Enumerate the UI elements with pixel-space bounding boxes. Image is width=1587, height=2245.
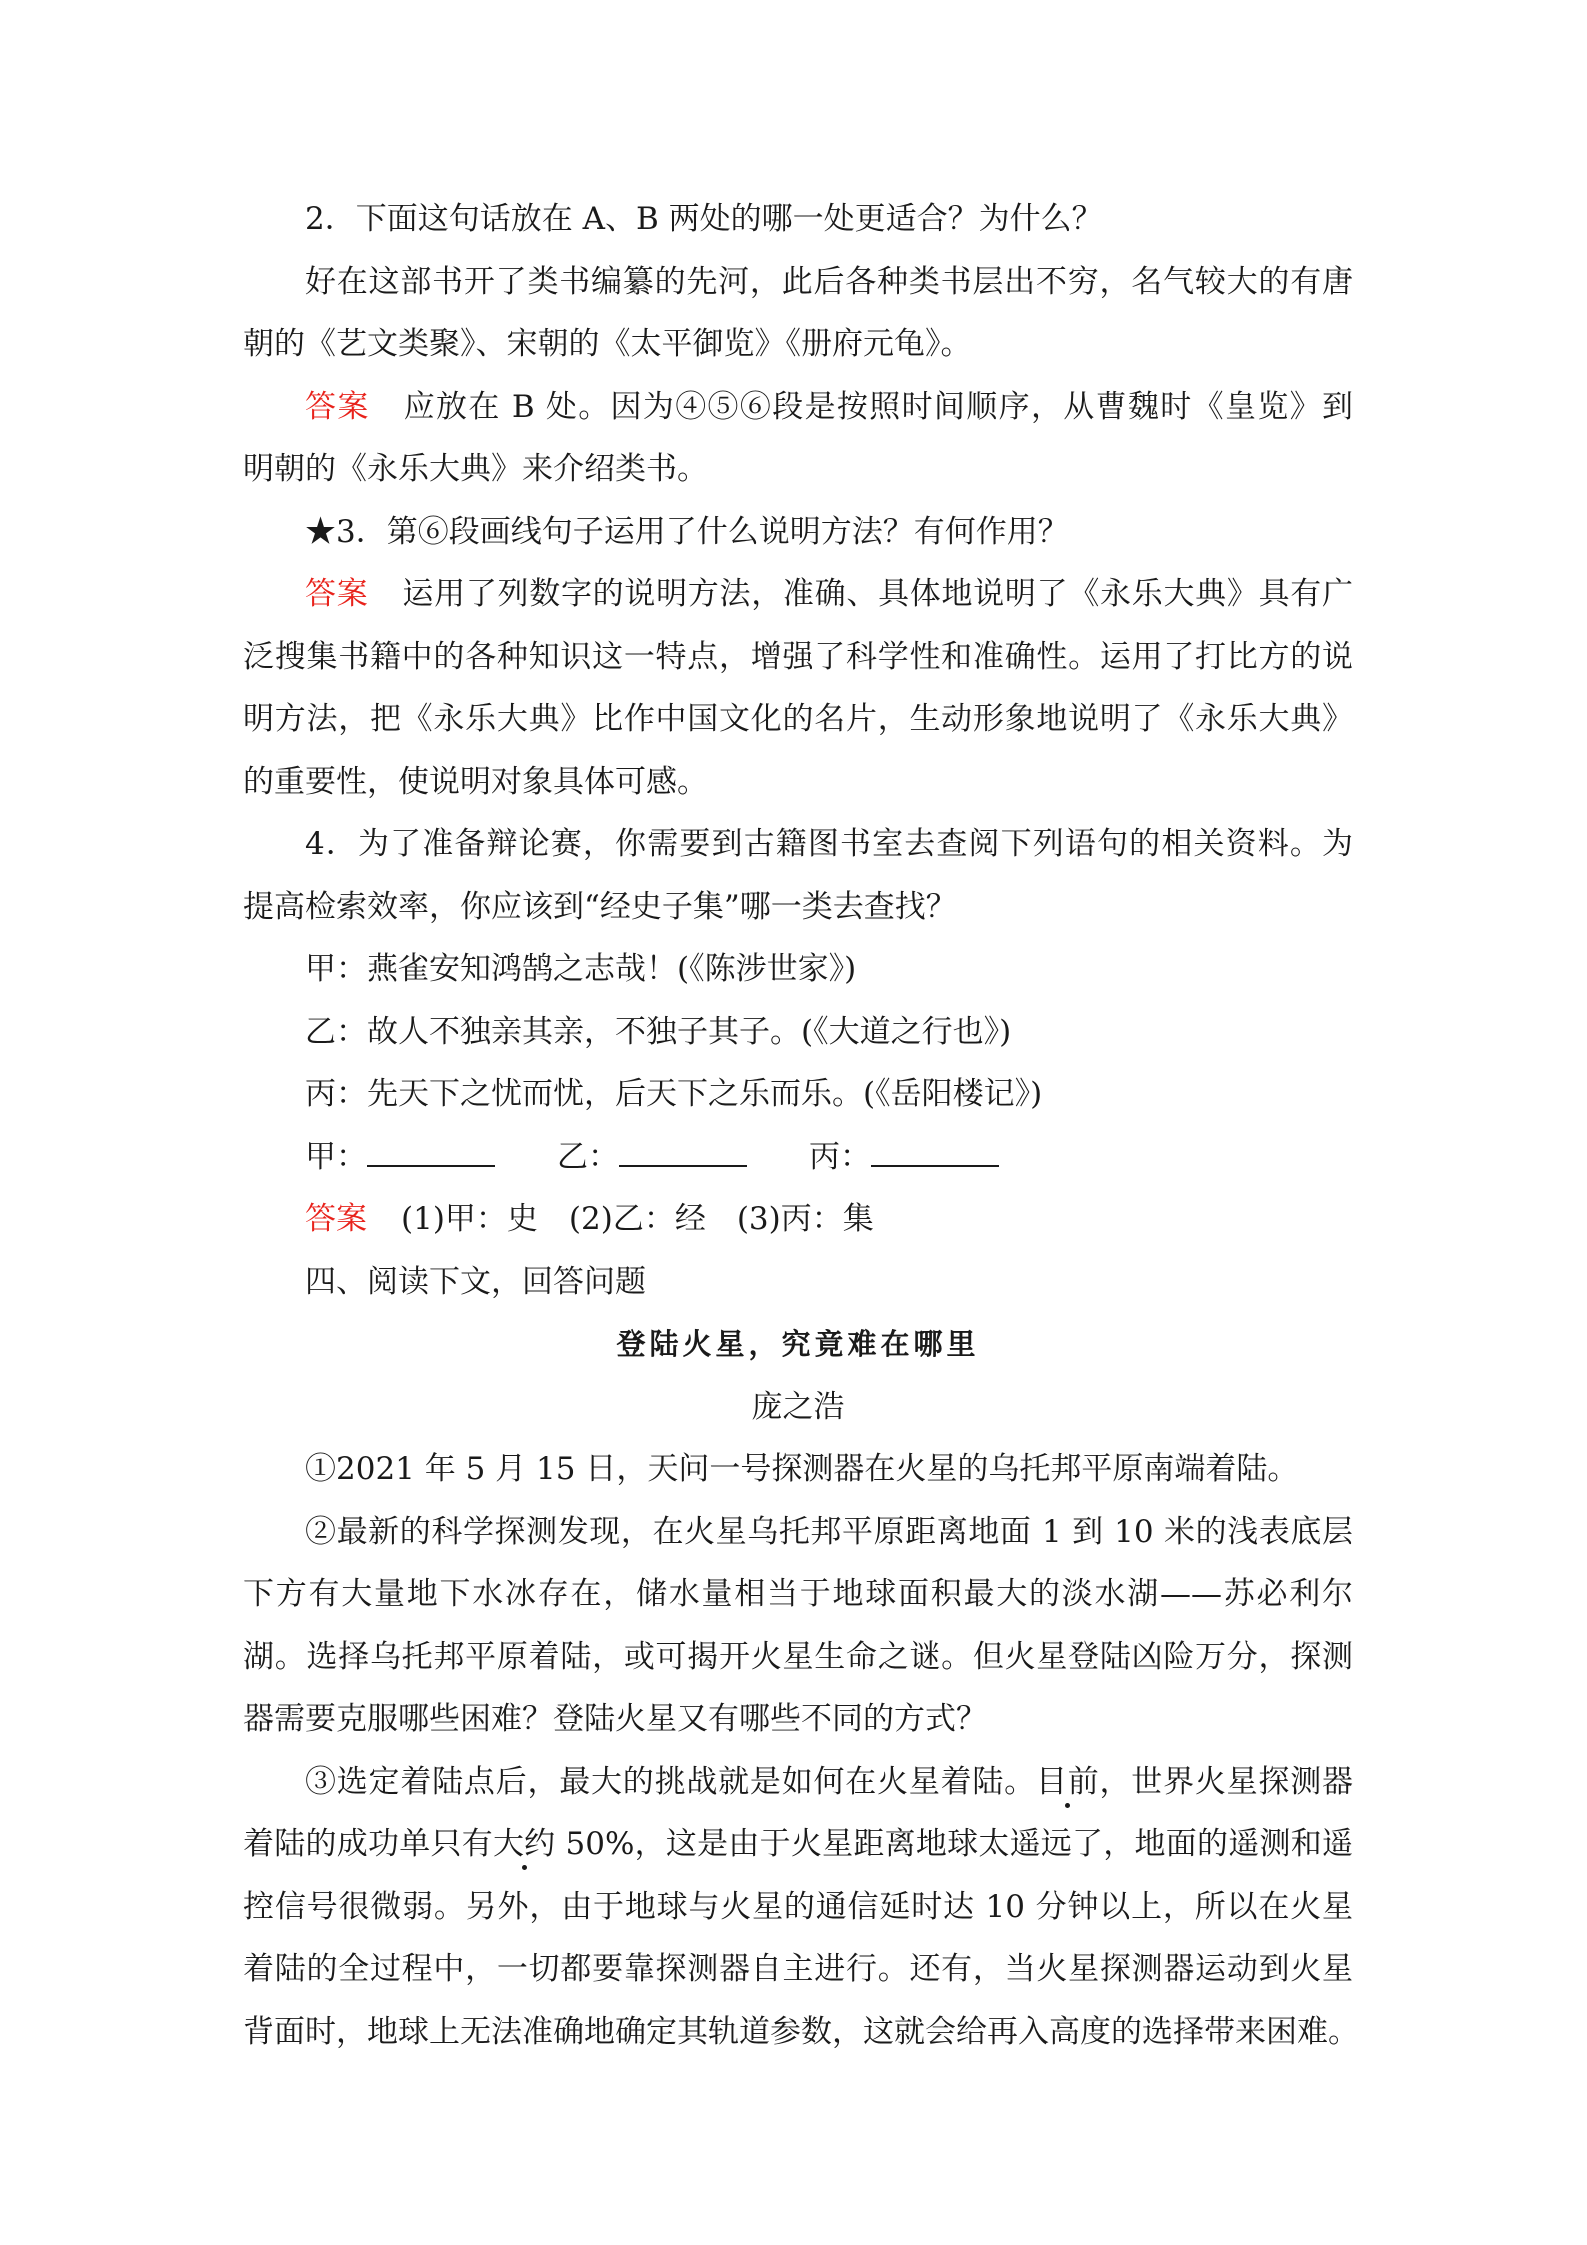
q3-answer-line-3: 明方法，把《永乐大典》比作中国文化的名片，生动形象地说明了《永乐大典》 — [243, 701, 1353, 737]
q4-answer-line — [243, 1188, 1353, 1251]
paragraph-3-line-5: 背面时，地球上无法准确地确定其轨道参数，这就会给再入高度的选择带来困难。 — [243, 2013, 1359, 2050]
q4-answer-text: (1)甲：史 (2)乙：经 (3)丙：集 — [401, 1201, 874, 1237]
blank-bing[interactable] — [871, 1135, 999, 1167]
emphasis-dayue: 大约 — [492, 1826, 556, 1862]
blank-label-bing: 丙： — [809, 1138, 871, 1175]
emphasis-mumqian: 目前 — [1035, 1763, 1100, 1800]
q3-answer-text: 运用了列数字的说明方法，准确、具体地说明了《永乐大典》具有广 — [402, 576, 1353, 612]
q4-question-line-2: 提高检索效率，你应该到“经史子集”哪一类去查找？ — [243, 888, 957, 925]
q4-question-line-1: 4．为了准备辩论赛，你需要到古籍图书室去查阅下列语句的相关资料。为 — [305, 826, 1353, 862]
p3-text-b: ，世界火星探测器 — [1099, 1763, 1353, 1800]
blank-label-jia: 甲： — [305, 1138, 367, 1175]
q2-question: 2．下面这句话放在 A、B 两处的哪一处更适合？为什么？ — [305, 201, 1103, 237]
q4-item-yi: 乙：故人不独亲其亲，不独子其子。(《大道之行也》) — [305, 1013, 1012, 1050]
p3-text-a: ③选定着陆点后，最大的挑战就是如何在火星着陆。 — [305, 1763, 1036, 1800]
article-title: 登陆火星，究竟难在哪里 — [616, 1327, 980, 1361]
paragraph-3-line-4: 着陆的全过程中，一切都要靠探测器自主进行。还有，当火星探测器运动到火星 — [243, 1951, 1353, 1987]
section-heading: 四、阅读下文，回答问题 — [305, 1263, 646, 1300]
blank-yi[interactable] — [619, 1135, 747, 1167]
q4-item-jia: 甲：燕雀安知鸿鹄之志哉！(《陈涉世家》) — [305, 951, 857, 987]
paragraph-2-line-1: ②最新的科学探测发现，在火星乌托邦平原距离地面 1 到 10 米的浅表底层 — [305, 1513, 1353, 1550]
q2-answer-line-2: 明朝的《永乐大典》来介绍类书。 — [243, 451, 708, 487]
q3-answer-line-2: 泛搜集书籍中的各种知识这一特点，增强了科学性和准确性。运用了打比方的说 — [243, 638, 1353, 675]
paragraph-3-line-3: 控信号很微弱。另外，由于地球与火星的通信延时达 10 分钟以上，所以在火星 — [243, 1888, 1353, 1925]
paragraph-2-line-3: 湖。选择乌托邦平原着陆，或可揭开火星生命之谜。但火星登陆凶险万分，探测 — [243, 1638, 1353, 1675]
answer-label: 答案 — [305, 1201, 367, 1237]
q2-answer-line-1 — [243, 376, 1353, 439]
blank-label-yi: 乙： — [557, 1138, 619, 1175]
paragraph-2-line-4: 器需要克服哪些困难？登陆火星又有哪些不同的方式？ — [243, 1701, 987, 1737]
q3-answer-line-4: 的重要性，使说明对象具体可感。 — [243, 763, 708, 800]
answer-label: 答案 — [305, 576, 369, 612]
answer-label: 答案 — [305, 388, 370, 425]
paragraph-3-line-2 — [243, 1813, 1353, 1876]
document-page — [243, 188, 1359, 2063]
q4-item-bing: 丙：先天下之忧而忧，后天下之乐而乐。(《岳阳楼记》) — [305, 1076, 1043, 1112]
paragraph-2-line-2: 下方有大量地下水冰存在，储水量相当于地球面积最大的淡水湖——苏必利尔 — [243, 1576, 1353, 1612]
q4-fill-blanks — [243, 1126, 1353, 1189]
paragraph-1: ①2021 年 5 月 15 日，天问一号探测器在火星的乌托邦平原南端着陆。 — [305, 1451, 1299, 1487]
q2-quote-line-2: 朝的《艺文类聚》、宋朝的《太平御览》《册府元龟》。 — [243, 326, 972, 362]
blank-jia[interactable] — [367, 1135, 495, 1167]
paragraph-3-line-1 — [243, 1751, 1353, 1814]
p3-text-c: 着陆的成功单只有 — [243, 1826, 493, 1862]
article-author: 庞之浩 — [751, 1388, 845, 1425]
q3-answer-line-1 — [243, 563, 1353, 626]
q3-question: ★3．第⑥段画线句子运用了什么说明方法？有何作用？ — [305, 513, 1069, 550]
p3-text-d: 50%，这是由于火星距离地球太遥远了，地面的遥测和遥 — [555, 1826, 1353, 1862]
q2-answer-text: 应放在 B 处。因为④⑤⑥段是按照时间顺序，从曹魏时《皇览》到 — [403, 388, 1353, 425]
q2-quote-line-1: 好在这部书开了类书编纂的先河，此后各种类书层出不穷，名气较大的有唐 — [305, 263, 1353, 300]
